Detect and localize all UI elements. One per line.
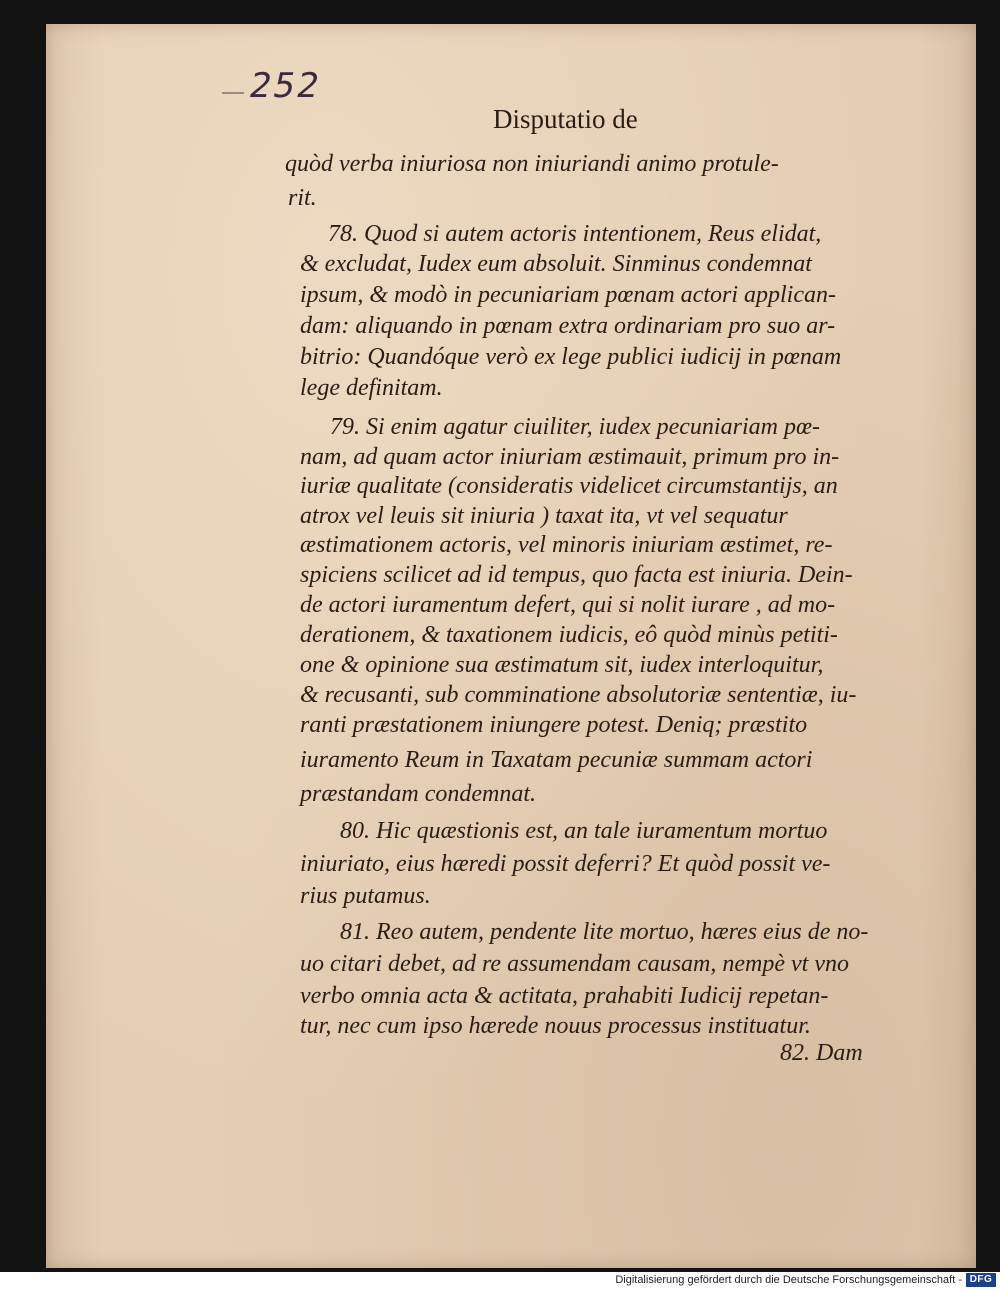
text-line: 78. Quod si autem actoris intentionem, Reus elidat, [328, 221, 822, 247]
ink-mark [222, 86, 244, 94]
text-line: rit. [288, 185, 317, 211]
text-line: iniuriato, eius hæredi possit deferri? Et quòd possit ve- [300, 851, 831, 877]
dfg-logo: DFG [966, 1273, 996, 1287]
text-line: 80. Hic quæstionis est, an tale iuramentum mortuo [340, 818, 828, 844]
text-line: spiciens scilicet ad id tempus, quo facta est iniuria. Dein- [300, 562, 853, 588]
text-line: & recusanti, sub comminatione absolutoriæ sententiæ, iu- [300, 682, 857, 708]
text-line: de actori iuramentum defert, qui si nolit iurare , ad mo- [300, 592, 836, 618]
text-line: lege definitam. [300, 375, 443, 401]
handwritten-page-number: 252 [245, 66, 326, 106]
text-line: nam, ad quam actor iniuriam æstimauit, primum pro in- [300, 444, 840, 470]
funding-credit: Digitalisierung gefördert durch die Deutsche Forschungsgemeinschaft - [615, 1274, 962, 1286]
text-line: bitrio: Quandóque verò ex lege publici iudicij in pœnam [300, 344, 842, 370]
text-line: rius putamus. [300, 883, 431, 909]
text-line: iuramento Reum in Taxatam pecuniæ summam actori [300, 747, 813, 773]
text-line: 81. Reo autem, pendente lite mortuo, hæres eius de no- [340, 919, 869, 945]
text-line: iuriæ qualitate (consideratis videlicet circumstantijs, an [300, 473, 838, 499]
text-line: dam: aliquando in pœnam extra ordinariam pro suo ar- [300, 313, 836, 339]
running-title: Disputatio de [493, 104, 638, 134]
text-line: & excludat, Iudex eum absoluit. Sinminus condemnat [300, 251, 812, 277]
text-line: derationem, & taxationem iudicis, eô quòd minùs petiti- [300, 622, 838, 648]
catchword: 82. Dam [780, 1040, 863, 1066]
text-line: ranti præstationem iniungere potest. Deniq; præstito [300, 712, 808, 738]
text-line: æstimationem actoris, vel minoris iniuriam æstimet, re- [300, 532, 833, 558]
text-line: atrox vel leuis sit iniuria ) taxat ita, vt vel sequatur [300, 503, 788, 529]
text-line: verbo omnia acta & actitata, prahabiti Iudicij repetan- [300, 983, 829, 1009]
text-line: one & opinione sua æstimatum sit, iudex interloquitur, [300, 652, 824, 678]
text-line: præstandam condemnat. [300, 781, 536, 807]
text-line: ipsum, & modò in pecuniariam pœnam actori applican- [300, 282, 836, 308]
text-line: uo citari debet, ad re assumendam causam, nempè vt vno [300, 951, 849, 977]
text-line: 79. Si enim agatur ciuiliter, iudex pecuniariam pœ- [330, 414, 820, 440]
text-line: tur, nec cum ipso hærede nouus processus instituatur. [300, 1013, 811, 1039]
text-line: quòd verba iniuriosa non iniuriandi animo protule- [285, 151, 779, 177]
